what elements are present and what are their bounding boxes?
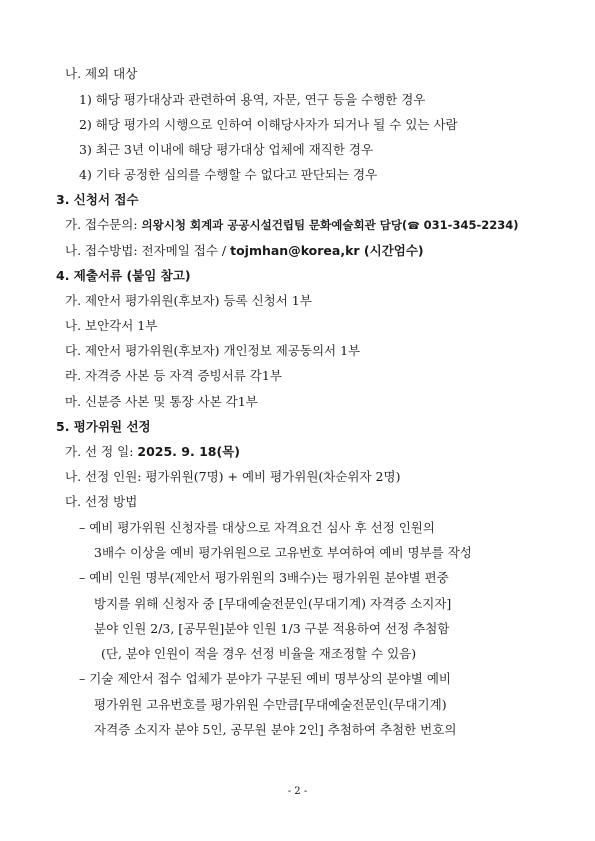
inquiry-phone: 031-345-2234) [419, 218, 519, 232]
method-bullet-line: 평가위원 고유번호를 평가위원 수만큼[무대예술전문인(무대기계) [94, 697, 447, 712]
section-heading: 4. 제출서류 (붙임 참고) [56, 268, 191, 283]
document-item: 가. 제안서 평가위원(후보자) 등록 신청서 1부 [65, 293, 312, 308]
method-bullet-line: 분야 인원 2/3, [공무원]분야 인원 1/3 구분 적용하여 선정 추첨함 [94, 621, 450, 636]
document-item: 마. 신분증 사본 및 통장 사본 각1부 [65, 394, 258, 409]
section-heading: 5. 평가위원 선정 [56, 419, 151, 434]
document-item: 다. 제안서 평가위원(후보자) 개인정보 제공동의서 1부 [65, 343, 361, 358]
selection-method-heading: 다. 선정 방법 [65, 494, 138, 509]
method-bullet-line: – 예비 인원 명부(제안서 평가위원의 3배수)는 평가위원 분야별 편중 [79, 570, 449, 585]
inquiry-contact: 의왕시청 회계과 공공시설건립팀 문화예술회관 담당( [141, 218, 408, 232]
exclusion-item: 3) 최근 3년 이내에 해당 평가대상 업체에 재직한 경우 [79, 142, 374, 157]
submission-email: tojmhan@korea,kr (시간엄수) [230, 243, 424, 258]
method-bullet-line: (단, 분야 인원이 적을 경우 선정 비율을 재조정할 수 있음) [101, 646, 417, 661]
exclusion-item: 4) 기타 공정한 심의를 수행할 수 없다고 판단되는 경우 [79, 167, 378, 182]
inquiry-label: 가. 접수문의: [65, 217, 142, 232]
method-bullet-line: 자격증 소지자 분야 5인, 공무원 분야 2인] 추첨하여 추첨한 번호의 [94, 722, 457, 737]
selection-date-line [65, 444, 240, 460]
document-item: 라. 자격증 사본 등 자격 증빙서류 각1부 [65, 368, 282, 383]
submission-method-line [65, 243, 424, 259]
exclusion-item: 1) 해당 평가대상과 관련하여 용역, 자문, 연구 등을 수행한 경우 [79, 92, 426, 107]
page-number: - 2 - [287, 786, 308, 797]
selection-date: 2025. 9. 18(목) [137, 444, 240, 459]
submission-method-label: 나. 접수방법: 전자메일 접수 / [65, 243, 231, 258]
selection-date-label: 가. 선 정 일: [65, 444, 138, 459]
document-item: 나. 보안각서 1부 [65, 318, 158, 333]
selection-count: 나. 선정 인원: 평가위원(7명) + 예비 평가위원(차순위자 2명) [65, 469, 401, 484]
inquiry-line [65, 217, 518, 235]
method-bullet-line: 3배수 이상을 예비 평가위원으로 고유번호 부여하여 예비 명부를 작성 [94, 545, 472, 560]
section-heading: 3. 신청서 접수 [56, 192, 139, 207]
exclusion-subheading: 나. 제외 대상 [65, 66, 138, 81]
method-bullet-line: – 기술 제안서 접수 업체가 분야가 구분된 예비 명부상의 분야별 예비 [79, 671, 452, 686]
method-bullet-line: – 예비 평가위원 신청자를 대상으로 자격요건 심사 후 선정 인원의 [79, 520, 435, 535]
exclusion-item: 2) 해당 평가의 시행으로 인하여 이해당사자가 되거나 될 수 있는 사람 [79, 117, 458, 132]
phone-icon: ☎ [407, 221, 420, 232]
method-bullet-line: 방지를 위해 신청자 중 [무대예술전문인(무대기계) 자격증 소지자] [94, 596, 452, 611]
